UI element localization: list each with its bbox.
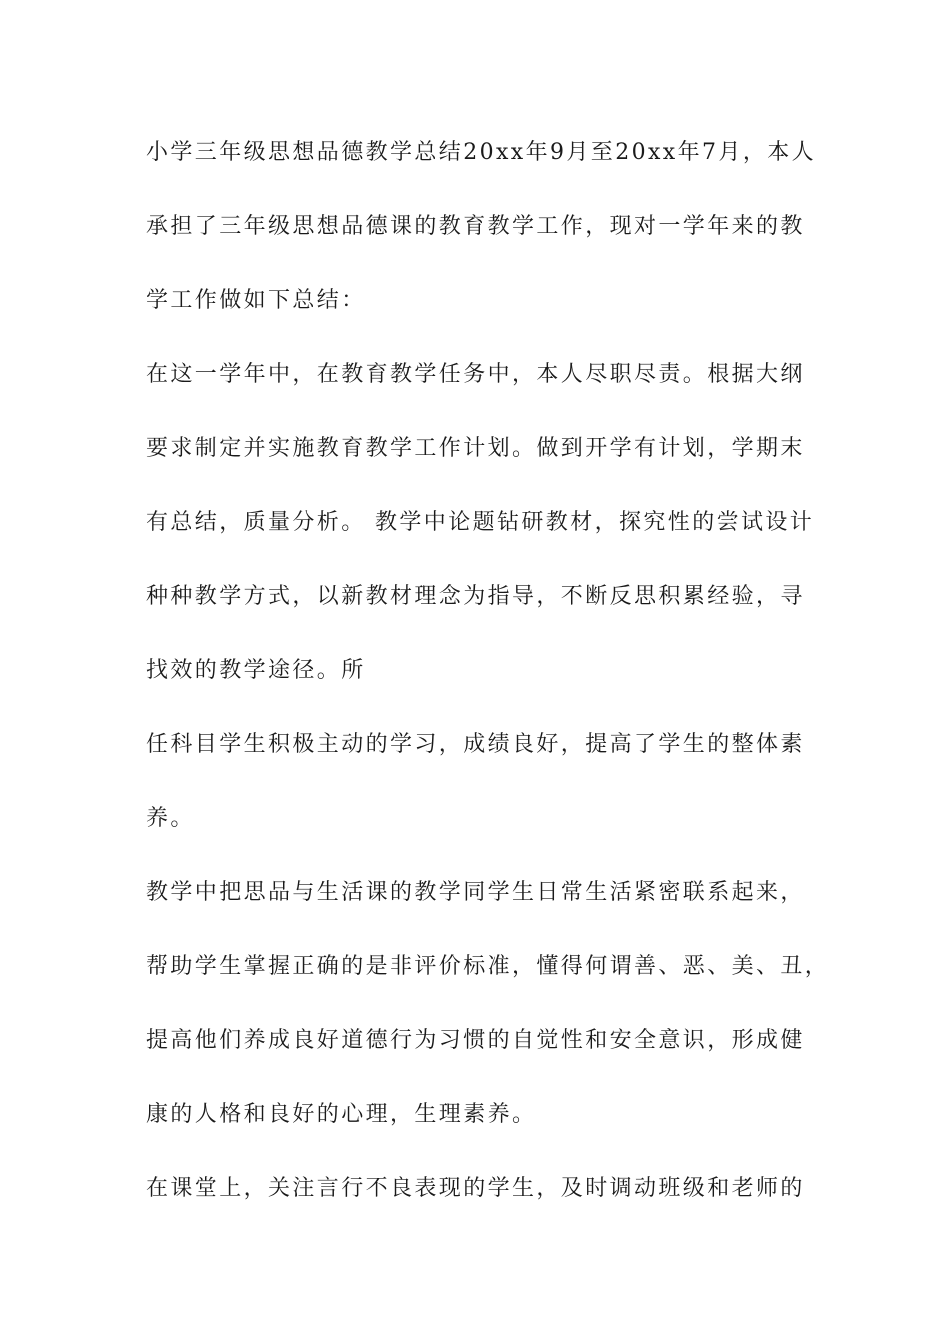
text-line: 承担了三年级思想品德课的教育教学工作，现对一学年来的教 [146, 214, 805, 239]
text-line: 小学三年级思想品德教学总结20xx年9月至20xx年7月，本人 [146, 140, 817, 165]
text-line: 要求制定并实施教育教学工作计划。做到开学有计划，学期末 [146, 436, 805, 461]
text-line: 帮助学生掌握正确的是非评价标准，懂得何谓善、恶、美、丑， [146, 954, 830, 979]
text-line: 养。 [146, 806, 195, 831]
text-line: 任科目学生积极主动的学习，成绩良好，提高了学生的整体素 [146, 732, 805, 757]
text-line: 有总结，质量分析。 教学中论题钻研教材，探究性的尝试设计 [146, 510, 815, 535]
text-line: 种种教学方式，以新教材理念为指导，不断反思积累经验，寻 [146, 584, 805, 609]
text-line: 教学中把思品与生活课的教学同学生日常生活紧密联系起来， [146, 880, 805, 905]
text-line: 在课堂上，关注言行不良表现的学生，及时调动班级和老师的 [146, 1176, 805, 1201]
text-line: 康的人格和良好的心理，生理素养。 [146, 1102, 537, 1127]
text-line: 在这一学年中，在教育教学任务中，本人尽职尽责。根据大纲 [146, 362, 805, 387]
text-line: 学工作做如下总结： [146, 288, 366, 313]
body-text [146, 127, 830, 1237]
text-line: 找效的教学途径。所 [146, 658, 366, 683]
text-line: 提高他们养成良好道德行为习惯的自觉性和安全意识，形成健 [146, 1028, 805, 1053]
